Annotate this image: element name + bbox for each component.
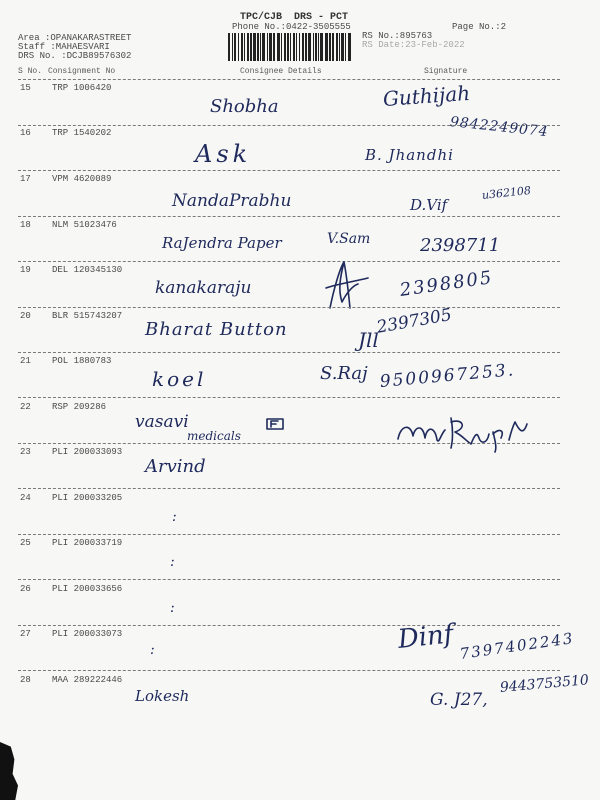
row-divider: [18, 488, 560, 489]
row-consignee: RaJendra Paper: [162, 234, 282, 252]
row-sno: 17: [20, 174, 31, 184]
sheet-title: TPC/CJB DRS - PCT: [240, 12, 349, 23]
row-sno: 26: [20, 584, 31, 594]
barcode-bar: [290, 33, 291, 61]
barcode-bar: [348, 33, 351, 61]
barcode-bar: [315, 33, 317, 61]
row-signature: V.Sam: [327, 231, 371, 247]
barcode-bar: [329, 33, 331, 61]
row-consignee: Shobha: [210, 96, 279, 117]
barcode-bar: [336, 33, 338, 61]
small-stamp-mark: [265, 417, 285, 431]
row-consignee: koel: [152, 367, 207, 391]
rs-date: RS Date:23-Feb-2022: [362, 40, 465, 50]
barcode-bar: [247, 33, 249, 61]
barcode-bar: [241, 33, 243, 61]
barcode-bar: [302, 33, 304, 61]
row-divider: [18, 170, 560, 171]
row-consignee-line2: medicals: [187, 429, 241, 443]
row-consignee: :: [170, 600, 175, 616]
column-header-consignment: Consignment No: [48, 67, 116, 76]
row-consignee: Ask: [195, 140, 252, 168]
barcode-bar: [228, 33, 230, 61]
barcode-bar: [325, 33, 328, 61]
scan-artifact: [0, 742, 18, 800]
barcode-bar: [296, 33, 297, 61]
row-consignment-no: PLI 200033073: [52, 629, 123, 639]
barcode-bar: [238, 33, 239, 61]
row-signature: Guthijah: [382, 80, 471, 111]
row-sno: 18: [20, 220, 31, 230]
row-phone: 2397305: [375, 305, 454, 338]
row-consignment-no: POL 1880783: [52, 356, 112, 366]
barcode-bar: [305, 33, 307, 61]
row-consignment-no: PLI 200033093: [52, 447, 123, 457]
barcode-bar: [253, 33, 256, 61]
barcode-bar: [260, 33, 261, 61]
row-phone: 9842249074: [449, 114, 550, 141]
barcode-bar: [293, 33, 295, 61]
row-sno: 15: [20, 83, 31, 93]
barcode-bar: [244, 33, 245, 61]
barcode-bar: [269, 33, 272, 61]
row-signature: Jll: [358, 328, 379, 352]
barcode-bar: [277, 33, 280, 61]
barcode-bar: [262, 33, 265, 61]
row-phone: 7397402243: [458, 629, 576, 663]
staff-label: Staff :MAHAESVARI: [18, 42, 110, 52]
row-consignee: NandaPrabhu: [172, 191, 292, 211]
rs-number: RS No.:895763: [362, 31, 433, 41]
column-header-signature: Signature: [424, 67, 468, 76]
barcode-bar: [281, 33, 282, 61]
row-signature: Dinf: [396, 619, 455, 655]
row-phone: 2398711: [420, 235, 501, 256]
barcode-bar: [341, 33, 344, 61]
barcode-bar: [267, 33, 268, 61]
row-consignee: :: [170, 554, 175, 570]
row-signature: G. J27,: [430, 690, 488, 710]
row-sno: 25: [20, 538, 31, 548]
row-divider: [18, 216, 560, 217]
barcode: [228, 33, 352, 61]
barcode-bar: [313, 33, 314, 61]
drs-number: DRS No. :DCJB89576302: [18, 51, 132, 61]
row-consignment-no: MAA 289222446: [52, 675, 123, 685]
row-consignment-no: TRP 1006420: [52, 83, 112, 93]
signature-stroke: [326, 262, 368, 308]
row-phone: 9500967253.: [379, 360, 516, 392]
barcode-bar: [232, 33, 233, 61]
barcode-bar: [250, 33, 252, 61]
row-consignment-no: PLI 200033719: [52, 538, 123, 548]
signature-stroke: [398, 418, 527, 452]
row-consignee: :: [150, 642, 155, 658]
row-sno: 27: [20, 629, 31, 639]
row-consignment-no: RSP 209286: [52, 402, 107, 412]
row-divider: [18, 625, 560, 626]
barcode-bar: [339, 33, 340, 61]
barcode-bar: [299, 33, 300, 61]
row-sno: 20: [20, 311, 31, 321]
row-sno: 22: [20, 402, 31, 412]
barcode-bar: [318, 33, 319, 61]
row-signature: S.Raj: [320, 363, 368, 384]
row-consignment-no: NLM 51023476: [52, 220, 117, 230]
row-consignment-no: PLI 200033656: [52, 584, 123, 594]
phone-number: Phone No.:0422-3505555: [232, 22, 351, 32]
barcode-bar: [320, 33, 323, 61]
column-header-consignee: Consignee Details: [240, 67, 322, 76]
row-sno: 23: [20, 447, 31, 457]
row-divider: [18, 443, 560, 444]
row-consignee: vasavi: [135, 412, 189, 432]
row-sno: 24: [20, 493, 31, 503]
row-divider: [18, 261, 560, 262]
row-sno: 21: [20, 356, 31, 366]
row-consignment-no: PLI 200033205: [52, 493, 123, 503]
area-label: Area :OPANAKARASTREET: [18, 33, 132, 43]
row-consignee: :: [172, 509, 177, 525]
row-consignment-no: BLR 515743207: [52, 311, 123, 321]
page-number: Page No.:2: [452, 22, 507, 32]
row-divider: [18, 579, 560, 580]
stamp-stroke: [267, 419, 283, 429]
row-signature-scribble: [393, 414, 533, 452]
row-signature: D.Vif: [410, 196, 448, 214]
barcode-bar: [234, 33, 236, 61]
row-divider: [18, 670, 560, 671]
barcode-bar: [287, 33, 289, 61]
row-signature: B. Jhandhi: [365, 146, 454, 164]
barcode-bar: [345, 33, 346, 61]
column-header-sno: S No.: [18, 67, 43, 76]
row-consignment-no: TRP 1540202: [52, 128, 112, 138]
barcode-bar: [273, 33, 275, 61]
barcode-bar: [257, 33, 259, 61]
barcode-bar: [332, 33, 334, 61]
row-sno: 19: [20, 265, 31, 275]
row-divider: [18, 534, 560, 535]
row-divider: [18, 307, 560, 308]
row-divider: [18, 125, 560, 126]
row-sno: 28: [20, 675, 31, 685]
row-consignee: Bharat Button: [145, 319, 288, 340]
row-divider: [18, 352, 560, 353]
row-consignment-no: DEL 120345130: [52, 265, 123, 275]
row-note: u362108: [481, 183, 532, 202]
header-divider: [18, 79, 560, 80]
row-consignee: Arvind: [145, 456, 206, 477]
row-consignee: Lokesh: [135, 687, 190, 705]
row-phone: 2398805: [398, 267, 495, 301]
row-phone: 9443753510: [499, 672, 590, 696]
row-consignee: kanakaraju: [155, 278, 252, 298]
barcode-bar: [284, 33, 286, 61]
row-sno: 16: [20, 128, 31, 138]
row-divider: [18, 397, 560, 398]
row-signature-scribble: [322, 258, 372, 310]
barcode-bar: [308, 33, 311, 61]
row-consignment-no: VPM 4620089: [52, 174, 112, 184]
